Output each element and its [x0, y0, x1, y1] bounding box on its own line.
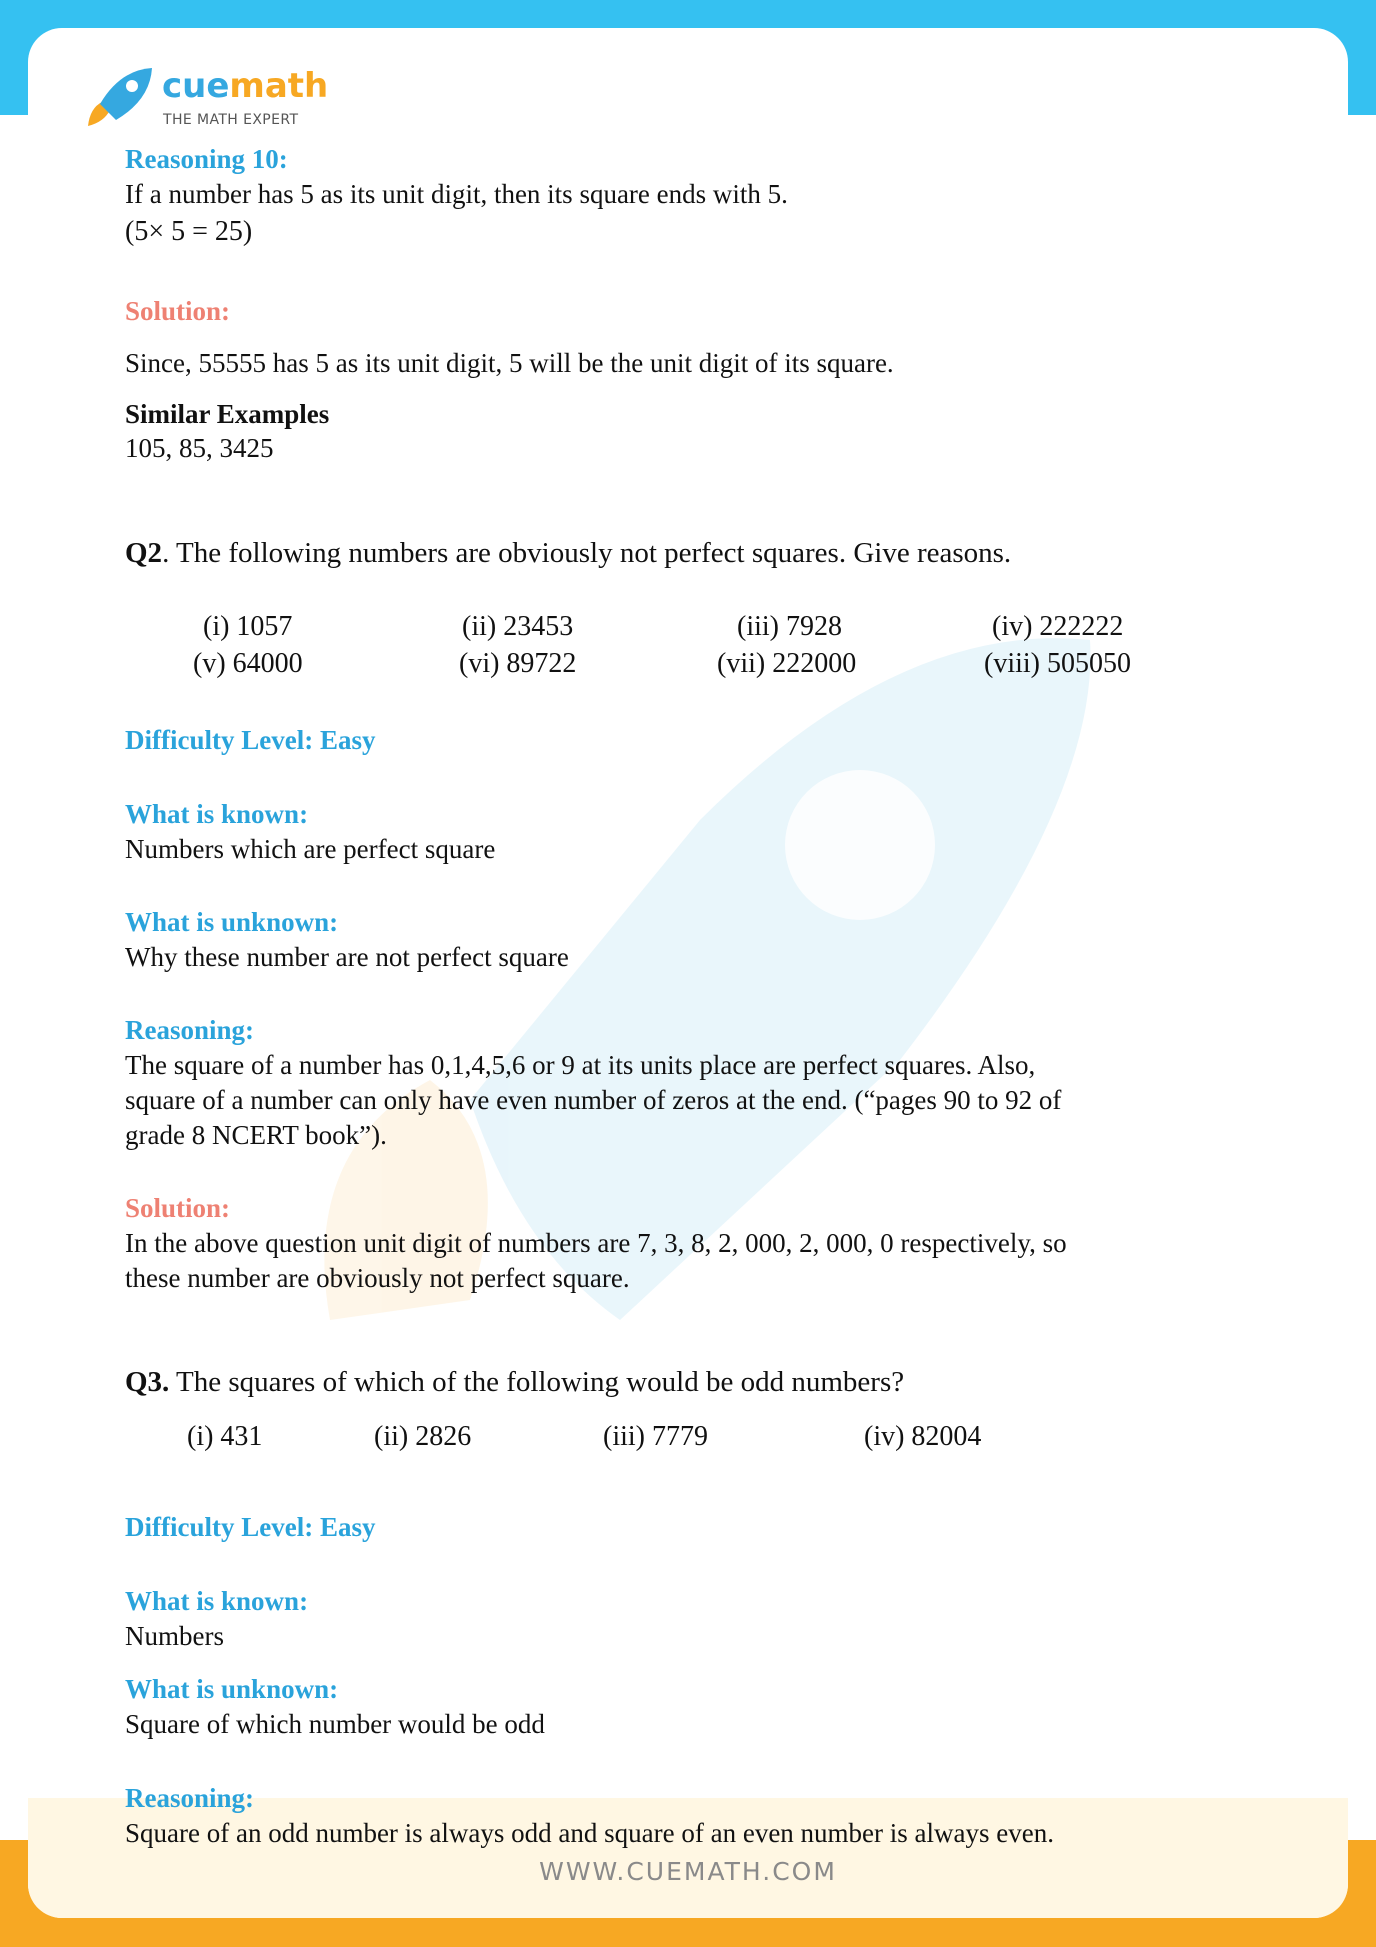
logo-word-cue: cue [162, 66, 230, 106]
q3-question [125, 1365, 904, 1399]
similar-examples-text: 105, 85, 3425 [125, 433, 274, 463]
q3-item: (ii) 2826 [374, 1421, 472, 1452]
reasoning-10-heading: Reasoning 10: [125, 144, 288, 174]
q2-item: (v) 64000 [193, 648, 303, 679]
solution-1-text: Since, 55555 has 5 as its unit digit, 5 will be the unit digit of its square. [125, 348, 894, 378]
q2-difficulty: Difficulty Level: Easy [125, 725, 376, 755]
q2-reasoning-line: grade 8 NCERT book”). [125, 1120, 387, 1150]
q2-reasoning-line: The square of a number has 0,1,4,5,6 or 9 at its units place are perfect squares. Also, [125, 1050, 1036, 1080]
q2-item: (iv) 222222 [992, 611, 1124, 642]
q2-question [125, 536, 1011, 570]
q2-known-text: Numbers which are perfect square [125, 834, 496, 864]
logo-wordmark [162, 68, 328, 104]
q2-known-heading: What is known: [125, 799, 309, 829]
q2-item: (ii) 23453 [462, 611, 574, 642]
q2-item: (iii) 7928 [737, 611, 842, 642]
q3-item: (iii) 7779 [603, 1421, 708, 1452]
q3-reasoning-text: Square of an odd number is always odd and square of an even number is always even. [125, 1818, 1054, 1848]
rocket-logo-icon [80, 64, 156, 134]
q3-unknown-text: Square of which number would be odd [125, 1709, 545, 1739]
logo-word-math: math [229, 66, 329, 106]
q3-known-text: Numbers [125, 1621, 224, 1651]
logo-tagline: THE MATH EXPERT [163, 112, 299, 128]
q2-solution-line: In the above question unit digit of numbers are 7, 3, 8, 2, 000, 2, 000, 0 respectively, so [125, 1228, 1067, 1258]
q3-known-heading: What is known: [125, 1586, 309, 1616]
q3-difficulty: Difficulty Level: Easy [125, 1512, 376, 1542]
q2-text: . The following numbers are obviously not perfect squares. Give reasons. [162, 537, 1012, 569]
solution-1-heading: Solution: [125, 296, 231, 326]
reasoning-10-text: If a number has 5 as its unit digit, then its square ends with 5. [125, 179, 788, 209]
q3-item: (iv) 82004 [864, 1421, 982, 1452]
q2-item: (i) 1057 [203, 611, 293, 642]
similar-examples-heading: Similar Examples [125, 399, 330, 429]
footer-url[interactable]: WWW.CUEMATH.COM [539, 1857, 837, 1886]
cuemath-logo [80, 64, 340, 134]
q2-unknown-heading: What is unknown: [125, 907, 339, 937]
q2-unknown-text: Why these number are not perfect square [125, 942, 569, 972]
q3-item: (i) 431 [187, 1421, 263, 1452]
q2-reasoning-heading: Reasoning: [125, 1015, 255, 1045]
q2-item: (vii) 222000 [717, 648, 857, 679]
q3-reasoning-heading: Reasoning: [125, 1783, 255, 1813]
q3-label: Q3. [125, 1366, 170, 1398]
q2-item: (vi) 89722 [459, 648, 577, 679]
q2-item: (viii) 505050 [984, 648, 1131, 679]
q2-label: Q2 [125, 537, 163, 569]
q2-reasoning-line: square of a number can only have even number of zeros at the end. (“pages 90 to 92 of [125, 1085, 1062, 1115]
q2-solution-line: these number are obviously not perfect square. [125, 1263, 630, 1293]
formula: (5× 5 = 25) [125, 216, 253, 247]
q3-unknown-heading: What is unknown: [125, 1674, 339, 1704]
q2-solution-heading: Solution: [125, 1193, 231, 1223]
q3-text: The squares of which of the following would be odd numbers? [169, 1366, 905, 1398]
